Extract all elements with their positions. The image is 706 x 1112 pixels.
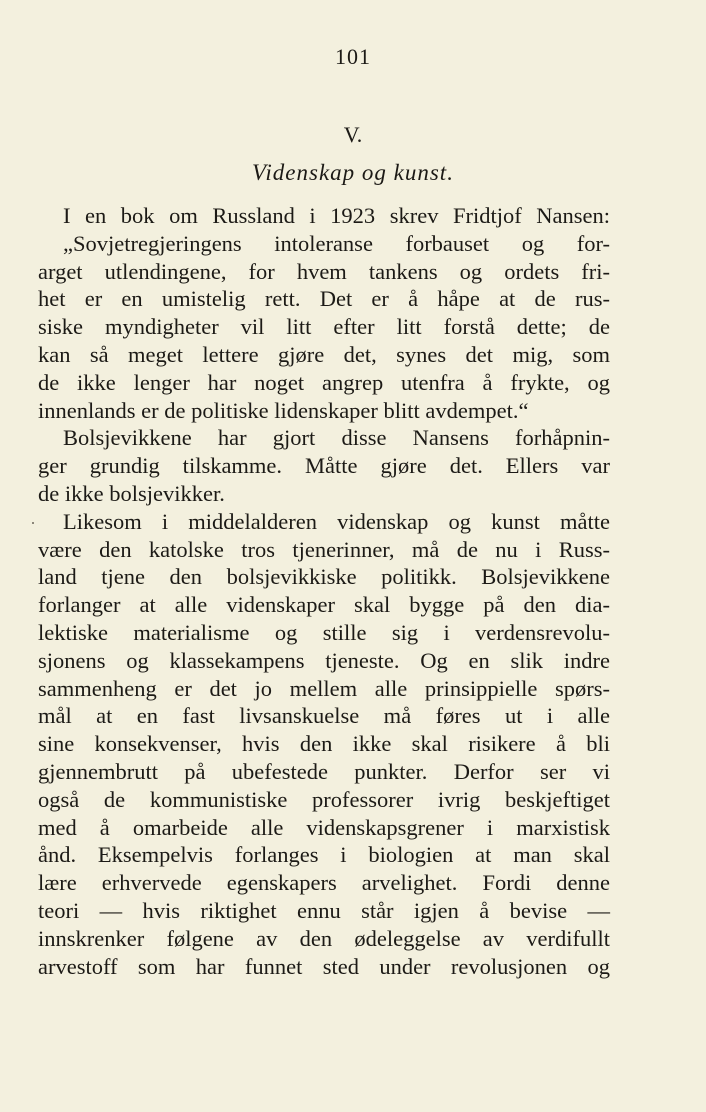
text-line: Bolsjevikkene har gjort disse Nansens forhåpnin- — [63, 425, 610, 451]
chapter-number: V. — [343, 122, 363, 147]
text-line: arvestoff som har funnet sted under revolusjonen og — [38, 953, 610, 979]
text-line: lektiske materialisme og stille sig i verdensrevolu- — [38, 619, 610, 645]
text-line: de ikke lenger har noget angrep utenfra å frykte, og — [38, 369, 610, 395]
page-number: 101 — [335, 44, 371, 69]
paper-speck — [32, 522, 34, 524]
text-line: gjennembrutt på ubefestede punkter. Derfor ser vi — [38, 758, 610, 784]
text-line: mål at en fast livsanskuelse må føres ut i alle — [38, 703, 610, 729]
text-line: kan så meget lettere gjøre det, synes det mig, som — [38, 341, 610, 367]
text-line: „Sovjetregjeringens intoleranse forbauset og for- — [63, 230, 610, 256]
text-line: het er en umistelig rett. Det er å håpe at de rus- — [38, 286, 610, 312]
text-line: lære erhvervede egenskapers arvelighet. Fordi denne — [38, 870, 610, 896]
text-line: Likesom i middelalderen videnskap og kunst måtte — [63, 508, 610, 534]
text-line: ger grundig tilskamme. Måtte gjøre det. Ellers var — [38, 453, 610, 479]
text-line: innskrenker følgene av den ødeleggelse av verdifullt — [38, 925, 610, 951]
chapter-title: Videnskap og kunst. — [252, 160, 454, 185]
text-line: sjonens og klassekampens tjeneste. Og en slik indre — [38, 647, 610, 673]
text-line: siske myndigheter vil litt efter litt forstå dette; de — [38, 314, 610, 340]
text-line: også de kommunistiske professorer ivrig beskjeftiget — [38, 786, 610, 812]
text-line: land tjene den bolsjevikkiske politikk. Bolsjevikkene — [38, 564, 610, 590]
text-line: innenlands er de politiske lidenskaper blitt avdempet.“ — [38, 397, 529, 423]
text-line: I en bok om Russland i 1923 skrev Fridtjof Nansen: — [63, 203, 610, 228]
text-line: forlanger at alle videnskaper skal bygge på den dia- — [38, 592, 610, 618]
body-text — [38, 202, 610, 980]
text-line: med å omarbeide alle videnskapsgrener i marxistisk — [38, 814, 610, 840]
text-line: de ikke bolsjevikker. — [38, 480, 225, 506]
text-line: være den katolske tros tjenerinner, må de nu i Russ- — [38, 536, 610, 562]
text-line: arget utlendingene, for hvem tankens og ordets fri- — [38, 258, 610, 284]
text-line: teori — hvis riktighet ennu står igjen å bevise — — [38, 897, 610, 923]
text-line: ånd. Eksempelvis forlanges i biologien at man skal — [38, 842, 610, 868]
text-line: sine konsekvenser, hvis den ikke skal risikere å bli — [38, 731, 610, 757]
text-line: sammenheng er det jo mellem alle prinsippielle spørs- — [38, 675, 610, 701]
